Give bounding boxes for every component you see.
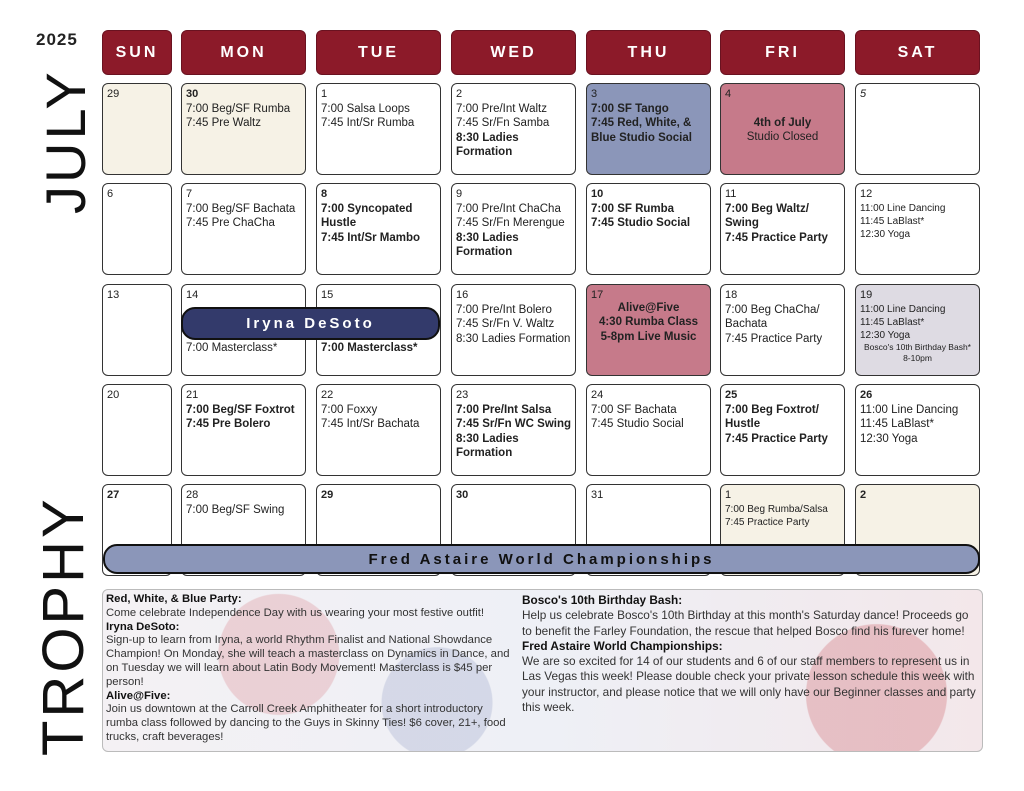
event-line: 8:30 Ladies Formation [456, 432, 519, 459]
day-number: 12 [860, 188, 873, 200]
day-cell[interactable] [586, 83, 711, 175]
event-line: 4:30 Rumba Class [598, 316, 699, 328]
event-line: 7:45 Studio Social [591, 418, 684, 430]
event-line: 11:45 LaBlast* [860, 418, 934, 430]
day-cell[interactable] [586, 183, 711, 275]
day-number: 27 [107, 489, 120, 501]
day-cell[interactable] [720, 83, 845, 175]
day-cell[interactable] [316, 183, 441, 275]
month-title: JULY [34, 69, 97, 214]
day-number: 10 [591, 188, 604, 200]
event-line: 7:45 Sr/Fn Samba [456, 117, 550, 129]
note-heading: Fred Astaire World Championships: [522, 638, 723, 653]
day-header-fri: FRI [720, 30, 845, 75]
day-number: 21 [186, 389, 199, 401]
event-line: 11:00 Line Dancing [860, 403, 959, 416]
event-line: 7:00 Pre/Int Bolero [456, 303, 552, 316]
event-line: 7:45 Sr/Fn V. Waltz [456, 318, 555, 330]
notes-panel [102, 589, 983, 752]
event-line: 7:45 Red, White, & Blue Studio Social [591, 117, 692, 144]
day-number: 5 [860, 88, 867, 100]
day-cell[interactable] [855, 83, 980, 175]
note-text: Come celebrate Independence Day with us wearing your most festive outfit! [106, 606, 485, 619]
iryna-banner: Iryna DeSoto [181, 307, 440, 340]
day-number: 11 [725, 188, 737, 200]
event-line: 7:00 Beg/SF Rumba [186, 102, 291, 115]
day-number: 2 [456, 88, 463, 100]
day-number: 29 [321, 489, 334, 501]
event-line: 4th of July [753, 116, 812, 129]
event-line: 7:45 Pre Bolero [186, 418, 271, 430]
event-line: 8:30 Ladies Formation [456, 131, 519, 158]
event-line: 8-10pm [903, 352, 932, 363]
event-line: Alive@Five [617, 301, 680, 314]
event-line: 7:45 Practice Party [725, 231, 828, 244]
day-cell[interactable] [855, 284, 980, 376]
event-line: 12:30 Yoga [860, 228, 911, 240]
event-line: 7:45 Practice Party [725, 516, 810, 528]
event-line: 7:45 Pre Waltz [186, 117, 261, 129]
day-header-sun: SUN [102, 30, 172, 75]
event-line: 8:30 Ladies Formation [456, 332, 571, 345]
day-number: 16 [456, 289, 469, 301]
event-line: Studio Closed [746, 131, 819, 143]
event-line: 7:45 Sr/Fn WC Swing [456, 418, 572, 430]
day-number: 3 [591, 88, 598, 100]
day-number: 6 [107, 188, 114, 200]
notes-column-right [522, 593, 977, 715]
day-number: 18 [725, 289, 738, 301]
day-cell[interactable] [451, 183, 576, 275]
day-number: 25 [725, 389, 738, 401]
note-text: Help us celebrate Bosco's 10th Birthday at this month's Saturday dance! Proceeds go to benefit the Farley Foundation, the rescue that helped Bosco find his furever home! [522, 608, 969, 638]
event-line: 11:00 Line Dancing [860, 202, 946, 214]
day-header-mon: MON [181, 30, 306, 75]
day-number: 2 [860, 489, 867, 501]
event-line: 7:00 Syncopated Hustle [321, 202, 413, 229]
day-cell[interactable] [316, 83, 441, 175]
event-line: 7:45 Pre ChaCha [186, 217, 275, 229]
day-cell[interactable] [181, 83, 306, 175]
day-number: 26 [860, 389, 873, 401]
day-cell[interactable] [855, 384, 980, 476]
event-line: 8:30 Ladies Formation [456, 231, 519, 258]
day-cell[interactable] [451, 83, 576, 175]
event-line: 12:30 Yoga [860, 432, 918, 445]
day-number: 20 [107, 389, 120, 401]
day-header-tue: TUE [316, 30, 441, 75]
event-line: 7:45 Int/Sr Bachata [321, 418, 420, 430]
day-header-thu: THU [586, 30, 711, 75]
event-line: 11:00 Line Dancing [860, 303, 946, 315]
day-cell[interactable] [102, 284, 172, 376]
event-line: 7:45 Int/Sr Rumba [321, 117, 415, 129]
event-line: 7:45 Practice Party [725, 332, 823, 345]
day-number: 29 [107, 88, 120, 100]
event-line: 7:00 Pre/Int ChaCha [456, 202, 561, 215]
day-number: 31 [591, 489, 604, 501]
event-line: 7:00 SF Bachata [591, 403, 677, 416]
note-text: Sign-up to learn from Iryna, a world Rhythm Finalist and National Showdance Champion! On Monday, she will teach a masterclass on Dynamics in Dance, and on Tuesday we will learn about Latin Body Movement! Masterclass is $45 per person! [106, 634, 510, 688]
event-line: 7:00 Beg Waltz/ Swing [725, 202, 809, 229]
event-line: 12:30 Yoga [860, 329, 911, 341]
event-line: 7:00 Masterclass* [321, 341, 418, 354]
day-number: 1 [725, 489, 732, 501]
event-line: 7:00 Beg/SF Foxtrot [186, 403, 295, 416]
day-number: 7 [186, 188, 193, 200]
day-cell[interactable] [102, 183, 172, 275]
event-line: 7:00 Pre/Int Waltz [456, 102, 547, 115]
day-cell[interactable] [720, 284, 845, 376]
note-text: Join us downtown at the Carroll Creek Amphitheater for a short introductory rumba class followed by dancing to the Guys in Skinny Ties! $6 cover, 21+, food trucks, craft beverages! [106, 703, 506, 743]
day-cell[interactable] [720, 384, 845, 476]
day-cell[interactable] [181, 183, 306, 275]
event-line: 7:00 Beg Foxtrot/ Hustle [725, 403, 819, 430]
day-cell[interactable] [316, 384, 441, 476]
day-cell[interactable] [855, 183, 980, 275]
event-line: 7:00 SF Tango [591, 102, 669, 115]
event-line: 7:45 Studio Social [591, 217, 691, 229]
event-line: 7:00 Pre/Int Salsa [456, 403, 552, 416]
year-label: 2025 [36, 30, 78, 49]
event-line: 11:45 LaBlast* [860, 215, 925, 227]
day-number: 22 [321, 389, 334, 401]
day-number: 8 [321, 188, 328, 200]
event-line: 7:45 Int/Sr Mambo [321, 231, 421, 244]
event-line: 7:00 Beg/SF Bachata [186, 202, 296, 215]
event-line: 5-8pm Live Music [600, 330, 697, 343]
note-heading: Bosco's 10th Birthday Bash: [522, 593, 683, 607]
day-number: 17 [591, 289, 604, 301]
event-line: 7:45 Practice Party [725, 432, 828, 445]
day-number: 9 [456, 188, 463, 200]
day-cell[interactable] [102, 384, 172, 476]
event-line: 7:00 Beg/SF Swing [186, 503, 285, 516]
note-heading: Alive@Five: [106, 689, 171, 702]
day-number: 24 [591, 389, 604, 401]
event-line: 11:45 LaBlast* [860, 316, 925, 328]
day-cell[interactable] [181, 384, 306, 476]
note-heading: Iryna DeSoto: [106, 620, 180, 633]
event-line: 7:00 Foxxy [321, 403, 378, 416]
day-number: 15 [321, 289, 334, 301]
day-header-sat: SAT [855, 30, 980, 75]
day-number: 23 [456, 389, 469, 401]
day-cell[interactable] [451, 384, 576, 476]
championships-banner: Fred Astaire World Championships [103, 544, 980, 574]
day-number: 28 [186, 489, 199, 501]
event-line: 7:00 Masterclass* [186, 341, 278, 354]
day-number: 30 [456, 489, 469, 501]
event-line: 7:45 Sr/Fn Merengue [456, 217, 565, 229]
side-title: TROPHY [31, 496, 96, 756]
day-cell[interactable] [451, 284, 576, 376]
day-number: 19 [860, 289, 873, 301]
note-text: We are so excited for 14 of our students and 6 of our staff members to represent us in Las Vegas this week! Please double check your private lesson schedule this week with your instructor, and please notice that we will only have our Beginner classes and party this week. [522, 654, 976, 715]
event-line: Bosco's 10th Birthday Bash* [864, 341, 971, 352]
day-number: 1 [321, 88, 328, 100]
day-number: 13 [107, 289, 120, 301]
day-number: 30 [186, 88, 199, 100]
event-line: 7:00 Beg Rumba/Salsa [725, 503, 828, 515]
event-line: 7:00 Beg ChaCha/ Bachata [725, 303, 820, 330]
day-cell[interactable] [586, 384, 711, 476]
day-cell[interactable] [586, 284, 711, 376]
note-heading: Red, White, & Blue Party: [106, 593, 242, 605]
day-cell[interactable] [102, 83, 172, 175]
event-line: 7:00 Salsa Loops [321, 102, 410, 115]
event-line: 7:00 SF Rumba [591, 202, 675, 215]
day-cell[interactable] [720, 183, 845, 275]
notes-column-left [106, 593, 511, 745]
day-header-wed: WED [451, 30, 576, 75]
day-number: 4 [725, 88, 732, 100]
day-number: 14 [186, 289, 199, 301]
